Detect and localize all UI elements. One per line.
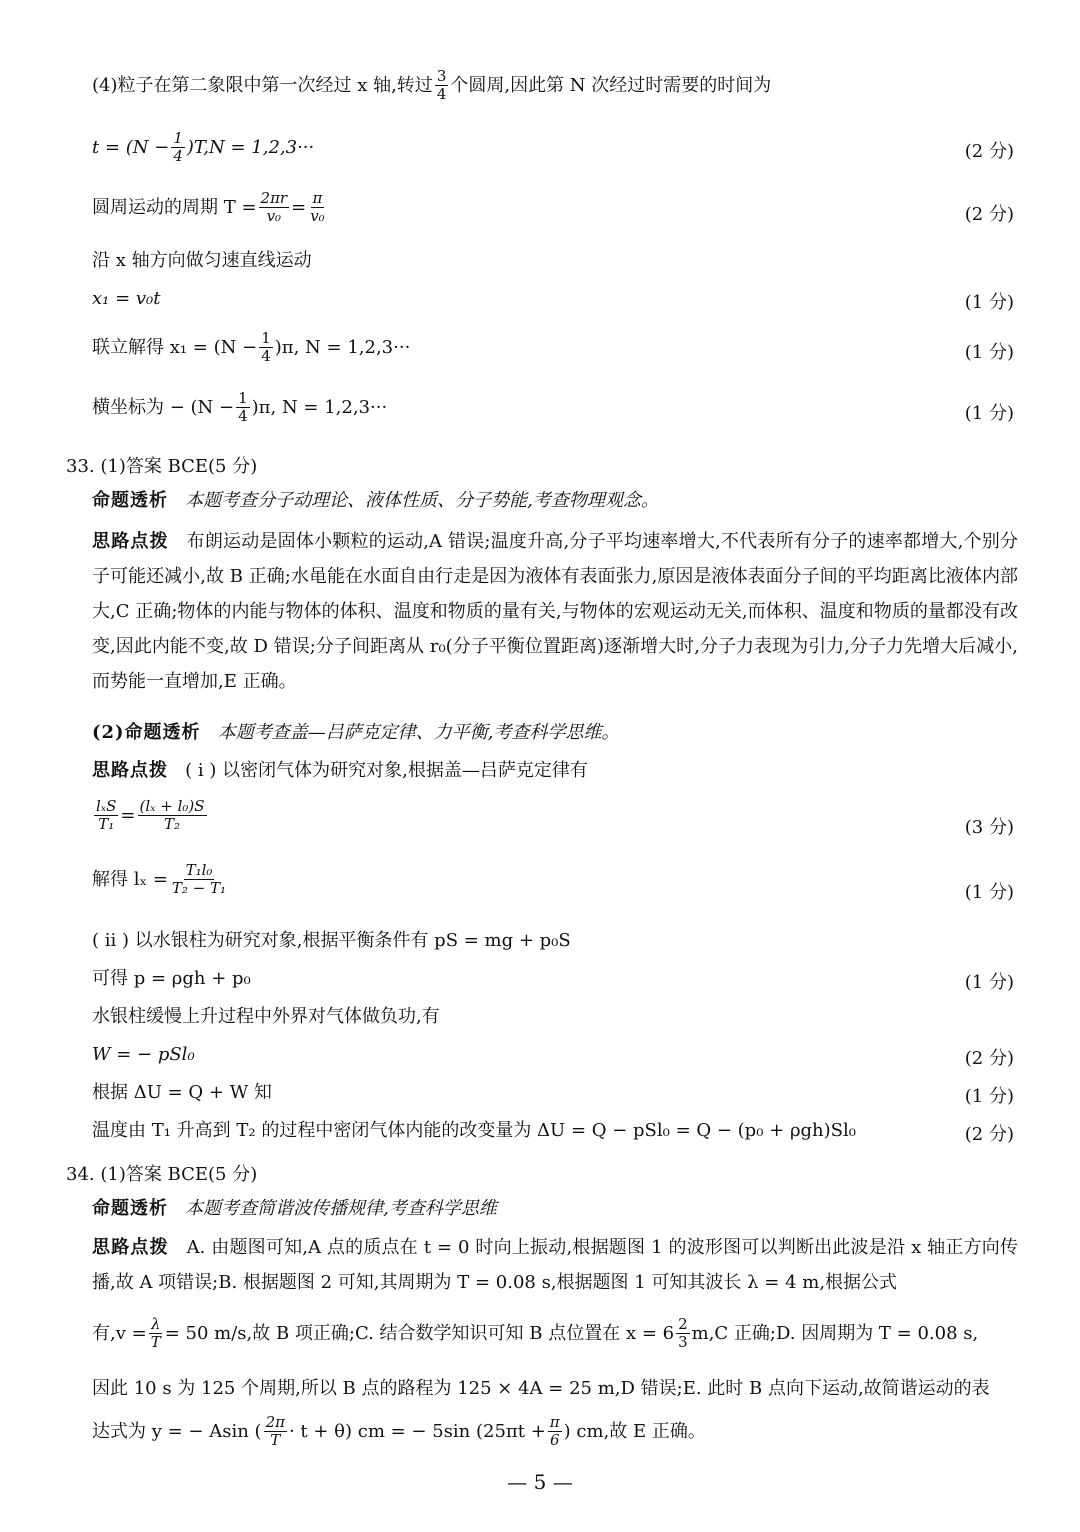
score: (1 分) [964, 1086, 1014, 1107]
fraction: $\frac{\pi}{6}$ [549, 1413, 560, 1450]
q33-line-w: 水银柱缓慢上升过程中外界对气体做负功,有 [92, 1006, 440, 1027]
q33-part2-intent: (2)命题透析 本题考查盖—吕萨克定律、力平衡,考查科学思维。 [92, 722, 620, 743]
q33-eqA: $\frac{\text{lₓS}}{\text{T₁}}$ = $\frac{\text{(lₓ + l₀)S}}{\text{T₂}}$ [96, 797, 205, 834]
score: (2 分) [964, 1048, 1014, 1069]
fraction: $\frac{3}{4}$ [436, 67, 447, 104]
fraction: $\frac{1}{4}$ [238, 389, 248, 426]
score: (1 分) [964, 292, 1014, 313]
q33-ii: ( ⅱ ) 以水银柱为研究对象,根据平衡条件有 pS = mg + p₀S [92, 930, 571, 951]
q34-line3: 有,v = $\frac{\lambda}{T}$ = 50 m/s,故 B 项正确;C. 结合数学知识可知 B 点位置在 x = 6 $\frac{2}{3}$ m,C 正确;D. 因周期为 T = 0.08 s, [92, 1315, 979, 1352]
q33-part2-analysis: 思路点拨 ( ⅰ ) 以密闭气体为研究对象,根据盖—吕萨克定律有 [92, 760, 588, 781]
score: (2 分) [964, 141, 1014, 162]
q33-eqB: 解得 lₓ = $\frac{\text{T₁l₀}}{\text{T₂ − T₁}}$ [92, 861, 227, 898]
q4-intro: (4)粒子在第二象限中第一次经过 x 轴,转过 $\frac{3}{4}$ 个圆周,因此第 N 次经过时需要的时间为 [92, 67, 772, 104]
q4-eq5: 联立解得 x₁ = (N − $\frac{1}{4}$ )π, N = 1,2,3··· [92, 329, 411, 366]
q4-eq1: t = (N − $\frac{1}{4}$ )T,N = 1,2,3··· [92, 129, 315, 166]
q33-eqD: W = − pSl₀ [92, 1044, 195, 1065]
fraction: $\frac{\lambda}{T}$ [150, 1315, 161, 1352]
score: (1 分) [964, 403, 1014, 424]
q33-eqC: 可得 p = ρgh + p₀ [92, 968, 251, 989]
q33-eqF: 温度由 T₁ 升高到 T₂ 的过程中密闭气体内能的改变量为 ΔU = Q − pSl₀ = Q − (p₀ + ρgh)Sl₀ [92, 1120, 856, 1141]
page-number: — 5 — [507, 1470, 573, 1494]
q34-line5: 达式为 y = − Asin ( $\frac{2\pi}{T}$ · t + θ) cm = − 5sin (25πt + $\frac{\pi}{6}$ ) cm,故 E 正确。 [92, 1413, 706, 1450]
score: (1 分) [964, 882, 1014, 903]
fraction: $\frac{2\pi r}{\text{v₀}}$ [260, 189, 288, 226]
score: (2 分) [964, 204, 1014, 225]
fraction: $\frac{\text{T₁l₀}}{\text{T₂ − T₁}}$ [171, 861, 227, 898]
fraction: $\frac{2\pi}{T}$ [265, 1413, 285, 1450]
q34-heading: 34. (1)答案 BCE(5 分) [66, 1164, 258, 1185]
q4-line3: 沿 x 轴方向做匀速直线运动 [92, 250, 312, 271]
fraction: $\frac{1}{4}$ [261, 329, 271, 366]
fraction: $\frac{\text{(lₓ + l₀)S}}{\text{T₂}}$ [139, 797, 205, 834]
q34-intent: 命题透析 本题考查简谐波传播规律,考查科学思维 [92, 1198, 497, 1219]
q33-intent: 命题透析 本题考查分子动理论、液体性质、分子势能,考查物理观念。 [92, 490, 659, 511]
q33-analysis: 思路点拨 布朗运动是固体小颗粒的运动,A 错误;温度升高,分子平均速率增大,不代表所有分子的速率都增大,个别分子可能还减小,故 B 正确;水黾能在水面自由行走是因为液体有表面张力,原因是液体表面分子间的平均距离比液体内部大,C 正确;物体的内能与物体的体积、温度和物质的量有关,与物体的宏观运动无关,而体积、温度和物质的量都没有改变,因此内能不变,故 D 错误;分子间距离从 r₀(分子平衡位置距离)逐渐增大时,分子力表现为引力,分子力先增大后减小,而势能一直增加,E 正确。 [92, 531, 1019, 692]
fraction: $\frac{\text{lₓS}}{\text{T₁}}$ [96, 797, 117, 834]
score: (1 分) [964, 972, 1014, 993]
q33-eqE: 根据 ΔU = Q + W 知 [92, 1082, 272, 1103]
q4-eq6: 横坐标为 − (N − $\frac{1}{4}$ )π, N = 1,2,3··· [92, 389, 388, 426]
score: (3 分) [964, 817, 1014, 838]
fraction: $\frac{\pi}{\text{v₀}}$ [310, 189, 325, 226]
fraction: $\frac{1}{4}$ [173, 129, 183, 166]
q34-analysis: 思路点拨 A. 由题图可知,A 点的质点在 t = 0 时向上振动,根据题图 1 的波形图可以判断出此波是沿 x 轴正方向传播,故 A 项错误;B. 根据题图 2 可知,其周期为 T = 0.08 s,根据题图 1 可知其波长 λ = 4 m,根据公式 [92, 1237, 1018, 1293]
score: (1 分) [964, 342, 1014, 363]
q4-eq2: 圆周运动的周期 T = $\frac{2\pi r}{\text{v₀}}$ = $\frac{\pi}{\text{v₀}}$ [92, 189, 325, 226]
score: (2 分) [964, 1124, 1014, 1145]
fraction: $\frac{2}{3}$ [678, 1315, 688, 1352]
q4-eq4: x₁ = v₀t [92, 288, 161, 309]
q34-line4: 因此 10 s 为 125 个周期,所以 B 点的路程为 125 × 4A = 25 m,D 错误;E. 此时 B 点向下运动,故简谐运动的表 [92, 1378, 990, 1399]
q33-heading: 33. (1)答案 BCE(5 分) [66, 456, 258, 477]
